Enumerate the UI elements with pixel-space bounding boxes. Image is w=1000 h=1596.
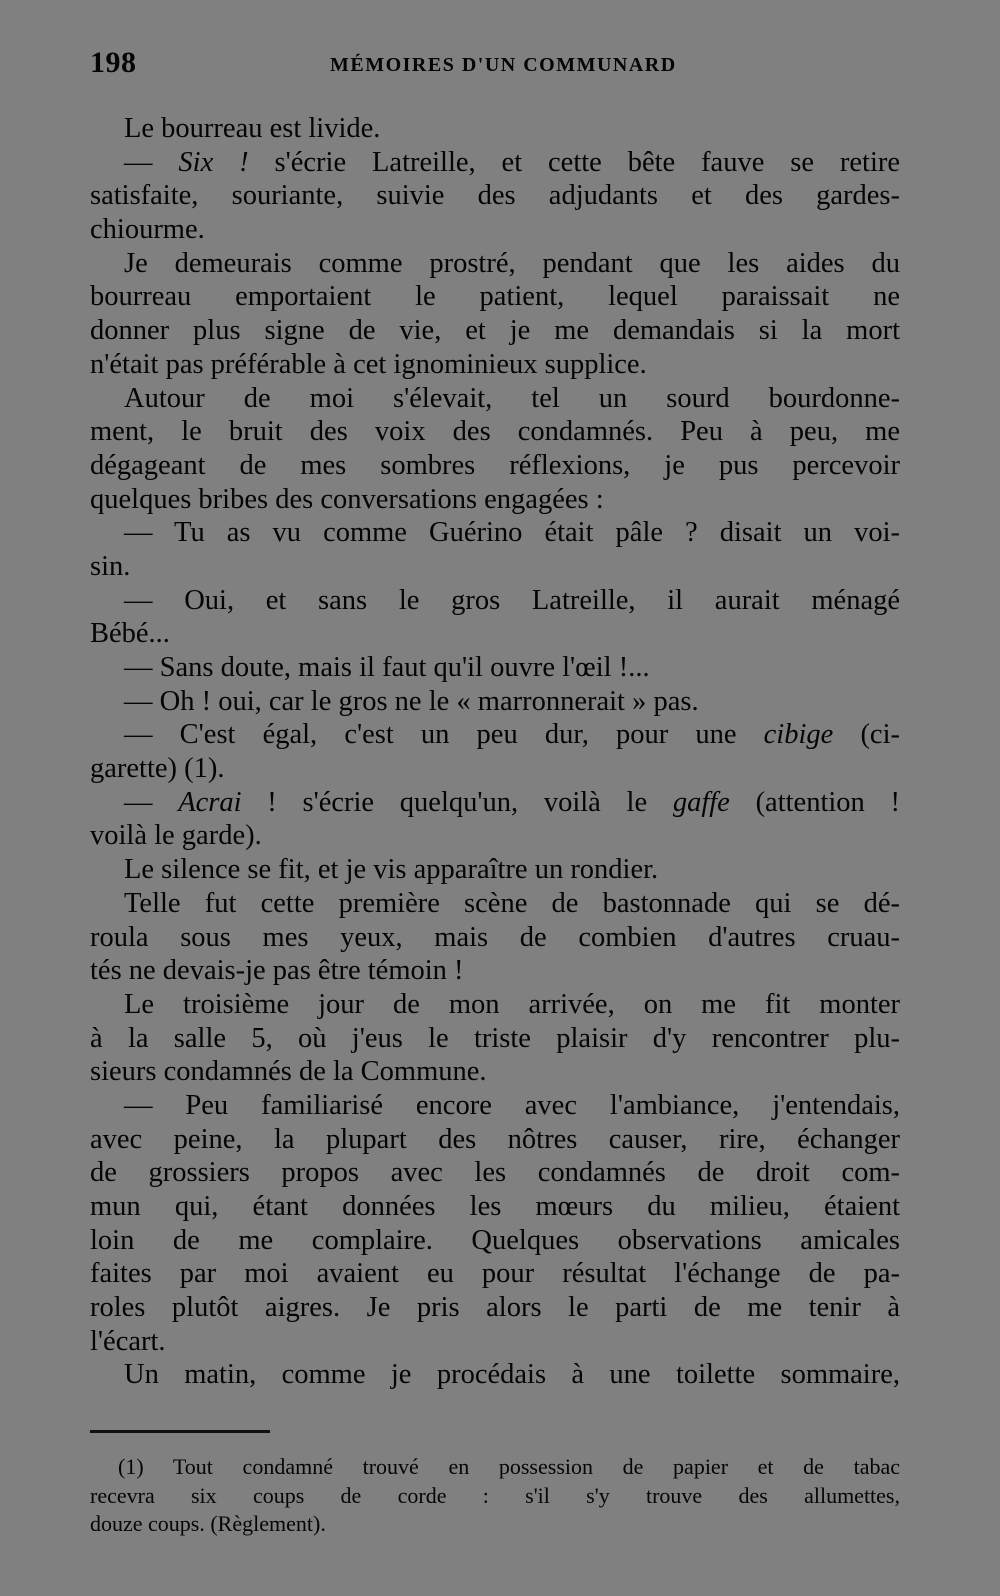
text-line: Je demeurais comme prostré, pendant que les aides du [124, 247, 900, 279]
text-line: voilà le garde). [90, 820, 262, 852]
text-line: tés ne devais-je pas être témoin ! [90, 955, 464, 987]
body-text [90, 112, 900, 1392]
text-line: Le troisième jour de mon arrivée, on me fit monter [124, 988, 900, 1020]
text-line: Le silence se fit, et je vis apparaître un rondier. [124, 854, 659, 886]
text-line: sieurs condamnés de la Commune. [90, 1056, 487, 1088]
running-head: MÉMOIRES D'UN COMMUNARD [330, 54, 677, 76]
text-line: bourreau emportaient le patient, lequel paraissait ne [90, 281, 900, 313]
page-number: 198 [90, 46, 137, 79]
text-line: — Peu familiarisé encore avec l'ambiance, j'entendais, [124, 1089, 900, 1121]
footnote-line: (1) Tout condamné trouvé en possession de papier et de tabac [118, 1454, 900, 1479]
text-line: avec peine, la plupart des nôtres causer, rire, échanger [90, 1123, 900, 1155]
text-line: — Oh ! oui, car le gros ne le « marronnerait » pas. [124, 685, 699, 717]
text-line: satisfaite, souriante, suivie des adjudants et des gardes- [90, 180, 900, 212]
text-line: Autour de moi s'élevait, tel un sourd bourdonne- [124, 382, 900, 414]
text-line: dégageant de mes sombres réflexions, je pus percevoir [90, 449, 900, 481]
text-line: mun qui, étant données les mœurs du milieu, étaient [90, 1191, 900, 1222]
text-line: Telle fut cette première scène de bastonnade qui se dé- [124, 887, 900, 919]
text-line: ment, le bruit des voix des condamnés. Peu à peu, me [90, 416, 900, 448]
footnote-rule [90, 1430, 270, 1433]
book-page [90, 0, 900, 1596]
text-line: — Tu as vu comme Guérino était pâle ? disait un voi- [124, 517, 900, 549]
text-line: Bébé... [90, 618, 170, 650]
italic-text: cibige [763, 719, 834, 751]
text-line: — Oui, et sans le gros Latreille, il aurait ménagé [124, 584, 900, 616]
text-line: — Six ! s'écrie Latreille, et cette bête fauve se retire [124, 146, 900, 178]
text-line: roula sous mes yeux, mais de combien d'autres cruau- [90, 921, 900, 953]
text-line: l'écart. [90, 1325, 166, 1357]
text-line: Le bourreau est livide. [124, 113, 381, 144]
text-line: de grossiers propos avec les condamnés de droit com- [90, 1157, 900, 1189]
footnote-line: recevra six coups de corde : s'il s'y trouve des allumettes, [90, 1482, 900, 1508]
italic-text: gaffe [672, 786, 730, 818]
text-line: donner plus signe de vie, et je me demandais si la mort [90, 315, 900, 347]
text-line: garette) (1). [90, 753, 225, 785]
page-header [90, 46, 900, 86]
italic-text: Six ! [178, 146, 249, 178]
text-line: — C'est égal, c'est un peu dur, pour une cibige (ci- [124, 719, 900, 751]
italic-text: Acrai [178, 786, 242, 818]
text-line: quelques bribes des conversations engagées : [90, 483, 604, 515]
text-line: roles plutôt aigres. Je pris alors le parti de me tenir à [90, 1292, 900, 1324]
text-line: sin. [90, 550, 131, 582]
footnote-line: douze coups. (Règlement). [90, 1511, 326, 1536]
text-line: — Acrai ! s'écrie quelqu'un, voilà le gaffe (attention ! [124, 786, 900, 818]
text-line: loin de me complaire. Quelques observations amicales [90, 1224, 900, 1256]
text-line: — Sans doute, mais il faut qu'il ouvre l'œil !... [124, 652, 650, 683]
text-line: faites par moi avaient eu pour résultat l'échange de pa- [90, 1258, 900, 1290]
text-line: n'était pas préférable à cet ignominieux supplice. [90, 348, 647, 380]
text-line: Un matin, comme je procédais à une toilette sommaire, [124, 1359, 900, 1391]
text-line: chiourme. [90, 214, 205, 246]
text-line: à la salle 5, où j'eus le triste plaisir d'y rencontrer plu- [90, 1022, 900, 1054]
footnote [90, 1453, 900, 1539]
